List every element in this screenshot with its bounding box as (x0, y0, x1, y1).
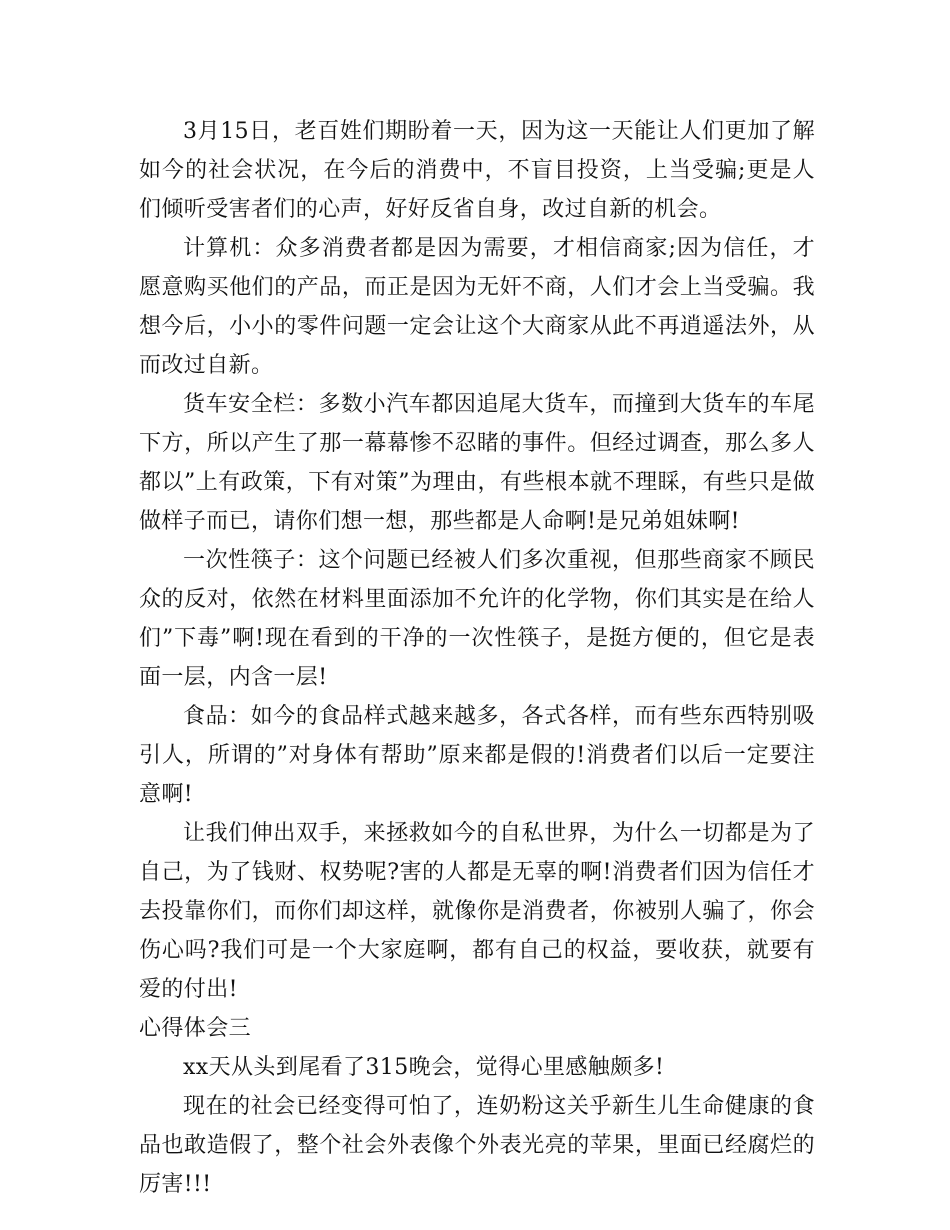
paragraph-call-to-action: 让我们伸出双手，来拯救如今的自私世界，为什么一切都是为了自己，为了钱财、权势呢?害的人都是无辜的啊!消费者们因为信任才去投靠你们，而你们却这样，就像你是消费者，你被别人骗了，你会伤心吗?我们可是一个大家庭啊，都有自己的权益，要收获，就要有爱的付出! (139, 821, 815, 1002)
document-body (139, 112, 815, 1204)
paragraph-food: 食品：如今的食品样式越来越多，各式各样，而有些东西特别吸引人，所谓的”对身体有帮助”原来都是假的!消费者们以后一定要注意啊! (139, 704, 815, 807)
paragraph-society: 现在的社会已经变得可怕了，连奶粉这关乎新生儿生命健康的食品也敢造假了，整个社会外表像个外表光亮的苹果，里面已经腐烂的厉害!!! (139, 1094, 815, 1197)
section-heading: 心得体会三 (139, 1016, 252, 1041)
paragraph-truck-guardrail: 货车安全栏：多数小汽车都因追尾大货车，而撞到大货车的车尾下方，所以产生了那一幕幕惨不忍睹的事件。但经过调查，那么多人都以”上有政策，下有对策”为理由，有些根本就不理睬，有些只是做做样子而已，请你们想一想，那些都是人命啊!是兄弟姐妹啊! (139, 392, 815, 534)
paragraph-computer: 计算机：众多消费者都是因为需要，才相信商家;因为信任，才愿意购买他们的产品，而正是因为无奸不商，人们才会上当受骗。我想今后，小小的零件问题一定会让这个大商家从此不再逍遥法外，从而改过自新。 (139, 236, 815, 378)
paragraph-disposable-chopsticks: 一次性筷子：这个问题已经被人们多次重视，但那些商家不顾民众的反对，依然在材料里面添加不允许的化学物，你们其实是在给人们”下毒”啊!现在看到的干净的一次性筷子，是挺方便的，但它是表面一层，内含一层! (139, 548, 815, 690)
paragraph-315-intro: 3月15日，老百姓们期盼着一天，因为这一天能让人们更加了解如今的社会状况，在今后的消费中，不盲目投资，上当受骗;更是人们倾听受害者们的心声，好好反省自身，改过自新的机会。 (139, 119, 815, 222)
paragraph-watched-gala: xx天从头到尾看了315晚会，觉得心里感触颇多! (183, 1055, 665, 1080)
